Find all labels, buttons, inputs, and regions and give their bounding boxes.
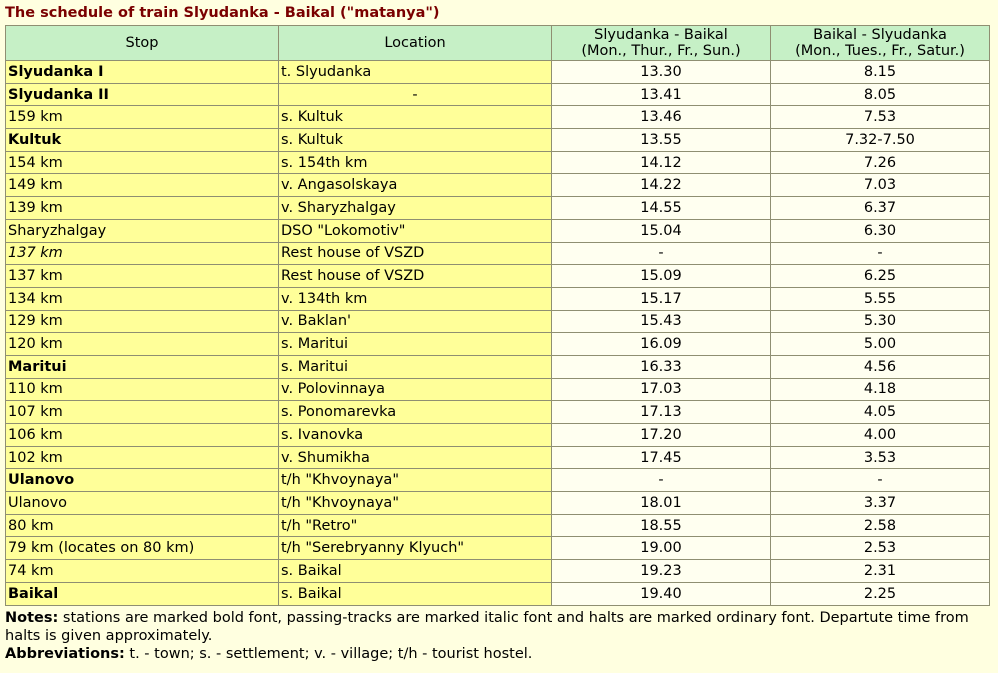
time-baikal-slyudanka-cell: - bbox=[771, 469, 990, 492]
location-cell: t. Slyudanka bbox=[279, 61, 552, 84]
table-row bbox=[6, 106, 990, 129]
stop-cell: 154 km bbox=[6, 151, 279, 174]
location-cell: - bbox=[279, 83, 552, 106]
time-baikal-slyudanka-cell: 5.55 bbox=[771, 287, 990, 310]
location-cell: t/h "Serebryanny Klyuch" bbox=[279, 537, 552, 560]
time-baikal-slyudanka-cell: 6.37 bbox=[771, 197, 990, 220]
table-row bbox=[6, 560, 990, 583]
time-baikal-slyudanka-cell: 7.26 bbox=[771, 151, 990, 174]
time-slyudanka-baikal-cell: - bbox=[552, 242, 771, 265]
time-baikal-slyudanka-cell: 2.58 bbox=[771, 514, 990, 537]
location-cell: Rest house of VSZD bbox=[279, 242, 552, 265]
location-cell: v. Shumikha bbox=[279, 446, 552, 469]
time-baikal-slyudanka-cell: 4.18 bbox=[771, 378, 990, 401]
location-cell: s. Ivanovka bbox=[279, 424, 552, 447]
table-row bbox=[6, 469, 990, 492]
table-row bbox=[6, 537, 990, 560]
table-row bbox=[6, 174, 990, 197]
time-baikal-slyudanka-cell: 2.25 bbox=[771, 582, 990, 605]
time-slyudanka-baikal-cell: 16.09 bbox=[552, 333, 771, 356]
stop-cell: 137 km bbox=[6, 265, 279, 288]
location-cell: t/h "Khvoynaya" bbox=[279, 469, 552, 492]
table-row bbox=[6, 514, 990, 537]
time-baikal-slyudanka-cell: 4.00 bbox=[771, 424, 990, 447]
header-stop: Stop bbox=[6, 26, 279, 61]
location-cell: v. Baklan' bbox=[279, 310, 552, 333]
location-cell: t/h "Khvoynaya" bbox=[279, 492, 552, 515]
table-row bbox=[6, 446, 990, 469]
stop-cell: Sharyzhalgay bbox=[6, 219, 279, 242]
location-cell: s. Kultuk bbox=[279, 106, 552, 129]
notes bbox=[5, 609, 990, 663]
table-row bbox=[6, 83, 990, 106]
stop-cell: 102 km bbox=[6, 446, 279, 469]
stop-cell: 134 km bbox=[6, 287, 279, 310]
stop-cell: 106 km bbox=[6, 424, 279, 447]
stop-cell: 129 km bbox=[6, 310, 279, 333]
time-slyudanka-baikal-cell: 17.13 bbox=[552, 401, 771, 424]
table-row bbox=[6, 265, 990, 288]
notes-line: Notes: stations are marked bold font, passing-tracks are marked italic font and halts are marked ordinary font. Departute time from halts is given approximately. bbox=[5, 610, 969, 644]
time-baikal-slyudanka-cell: 6.25 bbox=[771, 265, 990, 288]
location-cell: Rest house of VSZD bbox=[279, 265, 552, 288]
stop-cell: Ulanovo bbox=[6, 492, 279, 515]
table-row bbox=[6, 219, 990, 242]
page-title: The schedule of train Slyudanka - Baikal ("matanya") bbox=[5, 5, 440, 21]
time-slyudanka-baikal-cell: 14.55 bbox=[552, 197, 771, 220]
location-cell: v. Sharyzhalgay bbox=[279, 197, 552, 220]
table-row bbox=[6, 242, 990, 265]
table-row bbox=[6, 401, 990, 424]
location-cell: s. Baikal bbox=[279, 582, 552, 605]
time-baikal-slyudanka-cell: 4.56 bbox=[771, 355, 990, 378]
table-row bbox=[6, 582, 990, 605]
time-baikal-slyudanka-cell: 8.05 bbox=[771, 83, 990, 106]
location-cell: s. Maritui bbox=[279, 333, 552, 356]
time-baikal-slyudanka-cell: 2.53 bbox=[771, 537, 990, 560]
time-slyudanka-baikal-cell: 16.33 bbox=[552, 355, 771, 378]
stop-cell: 139 km bbox=[6, 197, 279, 220]
table-row bbox=[6, 287, 990, 310]
time-baikal-slyudanka-cell: 4.05 bbox=[771, 401, 990, 424]
table-row bbox=[6, 310, 990, 333]
time-slyudanka-baikal-cell: 17.45 bbox=[552, 446, 771, 469]
stop-cell: 74 km bbox=[6, 560, 279, 583]
location-cell: v. 134th km bbox=[279, 287, 552, 310]
table-row bbox=[6, 61, 990, 84]
stop-cell: Slyudanka II bbox=[6, 83, 279, 106]
time-baikal-slyudanka-cell: 6.30 bbox=[771, 219, 990, 242]
time-slyudanka-baikal-cell: 13.46 bbox=[552, 106, 771, 129]
time-slyudanka-baikal-cell: 13.55 bbox=[552, 129, 771, 152]
time-baikal-slyudanka-cell: 5.00 bbox=[771, 333, 990, 356]
table-row bbox=[6, 492, 990, 515]
table-row bbox=[6, 378, 990, 401]
stop-cell: Ulanovo bbox=[6, 469, 279, 492]
time-baikal-slyudanka-cell: 5.30 bbox=[771, 310, 990, 333]
time-slyudanka-baikal-cell: 18.55 bbox=[552, 514, 771, 537]
time-slyudanka-baikal-cell: 13.41 bbox=[552, 83, 771, 106]
location-cell: s. Maritui bbox=[279, 355, 552, 378]
time-slyudanka-baikal-cell: 15.43 bbox=[552, 310, 771, 333]
location-cell: s. Kultuk bbox=[279, 129, 552, 152]
location-cell: v. Angasolskaya bbox=[279, 174, 552, 197]
stop-cell: Slyudanka I bbox=[6, 61, 279, 84]
time-slyudanka-baikal-cell: 19.40 bbox=[552, 582, 771, 605]
time-slyudanka-baikal-cell: - bbox=[552, 469, 771, 492]
time-slyudanka-baikal-cell: 15.17 bbox=[552, 287, 771, 310]
time-slyudanka-baikal-cell: 17.20 bbox=[552, 424, 771, 447]
location-cell: t/h "Retro" bbox=[279, 514, 552, 537]
time-baikal-slyudanka-cell: 8.15 bbox=[771, 61, 990, 84]
time-slyudanka-baikal-cell: 19.23 bbox=[552, 560, 771, 583]
stop-cell: 159 km bbox=[6, 106, 279, 129]
time-slyudanka-baikal-cell: 19.00 bbox=[552, 537, 771, 560]
abbreviations-line: Abbreviations: t. - town; s. - settlement; v. - village; t/h - tourist hostel. bbox=[5, 646, 533, 662]
time-baikal-slyudanka-cell: - bbox=[771, 242, 990, 265]
stop-cell: 137 km bbox=[6, 242, 279, 265]
schedule-table bbox=[5, 25, 990, 606]
header-direction-slyudanka-baikal: Slyudanka - Baikal (Mon., Thur., Fr., Sun.) bbox=[552, 26, 771, 61]
table-row bbox=[6, 129, 990, 152]
location-cell: s. Baikal bbox=[279, 560, 552, 583]
stop-cell: 80 km bbox=[6, 514, 279, 537]
stop-cell: 110 km bbox=[6, 378, 279, 401]
stop-cell: 120 km bbox=[6, 333, 279, 356]
stop-cell: 79 km (locates on 80 km) bbox=[6, 537, 279, 560]
time-slyudanka-baikal-cell: 15.04 bbox=[552, 219, 771, 242]
header-location: Location bbox=[279, 26, 552, 61]
table-row bbox=[6, 424, 990, 447]
table-row bbox=[6, 355, 990, 378]
location-cell: v. Polovinnaya bbox=[279, 378, 552, 401]
location-cell: DSO "Lokomotiv" bbox=[279, 219, 552, 242]
stop-cell: Maritui bbox=[6, 355, 279, 378]
table-row bbox=[6, 151, 990, 174]
stop-cell: Baikal bbox=[6, 582, 279, 605]
header-direction-baikal-slyudanka: Baikal - Slyudanka (Mon., Tues., Fr., Satur.) bbox=[771, 26, 990, 61]
time-slyudanka-baikal-cell: 17.03 bbox=[552, 378, 771, 401]
time-baikal-slyudanka-cell: 7.32-7.50 bbox=[771, 129, 990, 152]
stop-cell: Kultuk bbox=[6, 129, 279, 152]
location-cell: s. 154th km bbox=[279, 151, 552, 174]
time-baikal-slyudanka-cell: 3.37 bbox=[771, 492, 990, 515]
stop-cell: 149 km bbox=[6, 174, 279, 197]
header-row bbox=[6, 26, 990, 61]
time-slyudanka-baikal-cell: 14.12 bbox=[552, 151, 771, 174]
table-row bbox=[6, 333, 990, 356]
time-baikal-slyudanka-cell: 3.53 bbox=[771, 446, 990, 469]
time-slyudanka-baikal-cell: 18.01 bbox=[552, 492, 771, 515]
time-baikal-slyudanka-cell: 7.03 bbox=[771, 174, 990, 197]
table-row bbox=[6, 197, 990, 220]
stop-cell: 107 km bbox=[6, 401, 279, 424]
time-slyudanka-baikal-cell: 14.22 bbox=[552, 174, 771, 197]
time-slyudanka-baikal-cell: 13.30 bbox=[552, 61, 771, 84]
time-slyudanka-baikal-cell: 15.09 bbox=[552, 265, 771, 288]
time-baikal-slyudanka-cell: 7.53 bbox=[771, 106, 990, 129]
time-baikal-slyudanka-cell: 2.31 bbox=[771, 560, 990, 583]
location-cell: s. Ponomarevka bbox=[279, 401, 552, 424]
